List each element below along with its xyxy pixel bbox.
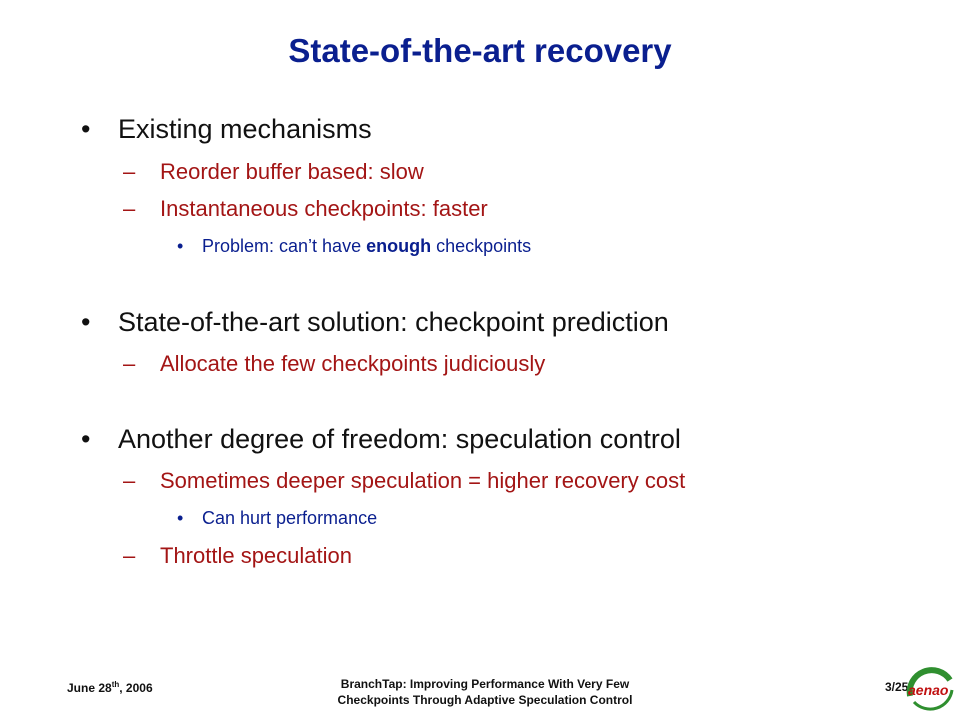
date-prefix: June 28: [67, 681, 112, 695]
bullet-text: Existing mechanisms: [118, 114, 372, 144]
sub-sub-bullet-text: Can hurt performance: [202, 508, 378, 528]
page-number: 3/25: [885, 680, 909, 694]
bullet-speculation-control: [81, 424, 681, 455]
bullet-mark: •: [81, 114, 91, 144]
bullet-text: State-of-the-art solution: checkpoint prediction: [118, 307, 669, 337]
dash-mark: –: [123, 196, 136, 221]
sub-bullet-allocate: [123, 351, 546, 377]
sub-bullet-text: Allocate the few checkpoints judiciously: [160, 351, 546, 376]
bullet-text: Another degree of freedom: speculation control: [118, 424, 681, 454]
problem-text-after: checkpoints: [431, 236, 532, 256]
date-sup: th: [111, 680, 120, 689]
footer-title-line1: BranchTap: Improving Performance With Very Few: [340, 677, 630, 691]
sub-bullet-text: Throttle speculation: [160, 543, 352, 568]
sub-bullet-throttle: [123, 543, 352, 569]
bullet-checkpoint-prediction: [81, 307, 669, 338]
bullet-mark: •: [177, 236, 184, 256]
bullet-mark: •: [81, 424, 91, 454]
bullet-mark: •: [177, 508, 184, 528]
dash-mark: –: [123, 543, 136, 568]
aenao-logo-icon: [904, 662, 956, 714]
footer-title: [300, 676, 670, 708]
sub-bullet-text: Sometimes deeper speculation = higher recovery cost: [160, 468, 686, 493]
sub-bullet-instantaneous-checkpoints: [123, 196, 488, 222]
dash-mark: –: [123, 468, 136, 493]
problem-text-bold: enough: [366, 236, 432, 256]
dash-mark: –: [123, 351, 136, 376]
footer-date: [67, 680, 153, 695]
bullet-mark: •: [81, 307, 91, 337]
sub-sub-bullet-problem: [177, 236, 532, 257]
dash-mark: –: [123, 159, 136, 184]
problem-text-before: Problem: can’t have: [202, 236, 367, 256]
footer-title-line2: Checkpoints Through Adaptive Speculation Control: [337, 693, 633, 707]
sub-bullet-reorder-buffer: [123, 159, 424, 185]
date-suffix: , 2006: [119, 681, 153, 695]
sub-bullet-text: Reorder buffer based: slow: [160, 159, 424, 184]
logo-text: aenao: [908, 682, 949, 698]
sub-bullet-deeper-speculation: [123, 468, 686, 494]
slide-title: State-of-the-art recovery: [288, 32, 672, 69]
bullet-existing-mechanisms: [81, 114, 372, 145]
sub-bullet-text: Instantaneous checkpoints: faster: [160, 196, 488, 221]
sub-sub-bullet-hurt-performance: [177, 508, 378, 529]
